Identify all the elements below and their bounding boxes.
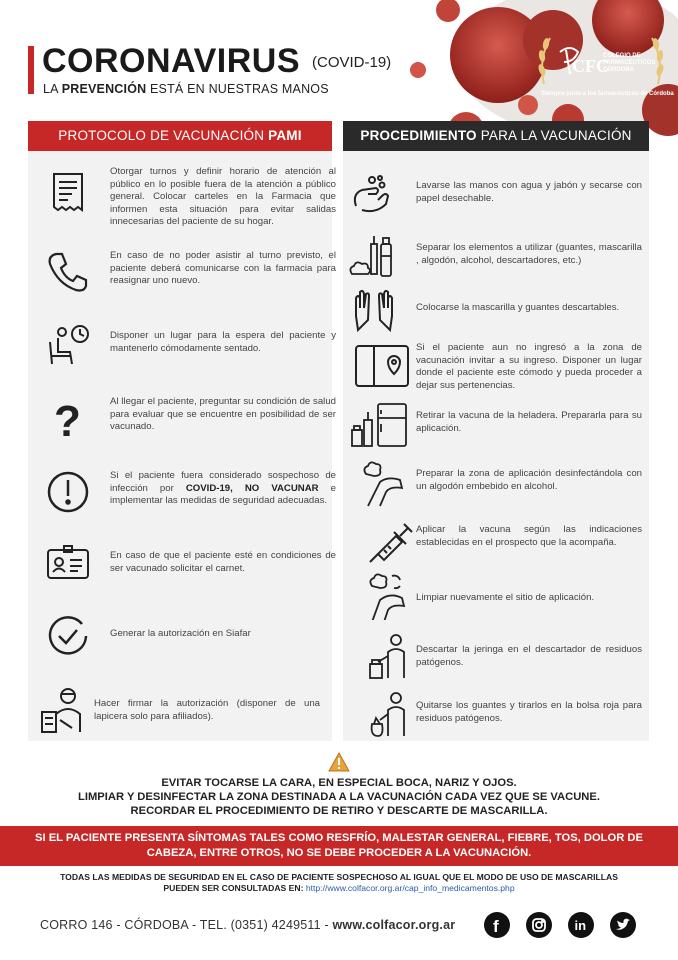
- phone-icon: [44, 248, 92, 296]
- title-accent-bar: [28, 46, 34, 94]
- footer-contact: CORRO 146 - CÓRDOBA - TEL. (0351) 4249511 - www.colfacor.org.ar: [40, 918, 456, 932]
- tagline: LA PREVENCIÓN ESTÁ EN NUESTRAS MANOS: [43, 82, 329, 96]
- supplies-icon: [346, 234, 394, 282]
- header: [0, 0, 678, 112]
- warning-text: [28, 776, 650, 818]
- check-circle-icon: [44, 612, 92, 660]
- right-item-2-text: Separar los elementos a utilizar (guantes, mascarilla , algodón, alcohol, descartadores, etc.): [416, 242, 642, 266]
- left-item-4-text: Al llegar el paciente, preguntar su condición de salud para evaluar que se encuentre en posibilidad de ser vacunado.: [110, 396, 336, 433]
- question-icon: [44, 394, 92, 442]
- arm-clean-icon: [364, 572, 412, 620]
- banner-line: SI EL PACIENTE PRESENTA SÍNTOMAS TALES COMO RESFRÍO, MALESTAR GENERAL, FIEBRE, TOS, DOLOR DE: [35, 832, 643, 844]
- left-item-7-text: Generar la autorización en Siafar: [110, 628, 251, 639]
- left-item-5-text: Si el paciente fuera considerado sospechoso de infección por COVID-19, NO VACUNAR e implementar las medidas de seguridad adecuadas.: [110, 470, 336, 507]
- instagram-icon[interactable]: [526, 912, 552, 938]
- banner-line: CABEZA, ENTRE OTROS, NO SE DEBE PROCEDER A LA VACUNACIÓN.: [146, 847, 532, 859]
- linkedin-icon[interactable]: [568, 912, 594, 938]
- right-item-10-text: Quitarse los guantes y tirarlos en la bolsa roja para residuos patógenos.: [416, 700, 642, 724]
- warning-line: RECORDAR EL PROCEDIMIENTO DE RETIRO Y DESCARTE DE MASCARILLA.: [130, 805, 548, 817]
- info-link[interactable]: http://www.colfacor.org.ar/cap_info_medicamentos.php: [305, 883, 515, 893]
- left-item-2-text: En caso de no poder asistir al turno previsto, el paciente deberá comunicarse con la farmacia para reasignar uno nuevo.: [110, 250, 336, 287]
- right-column-heading: PROCEDIMIENTO PARA LA VACUNACIÓN: [343, 121, 649, 151]
- svg-text:?: ?: [54, 397, 81, 442]
- gloves-icon: [350, 286, 398, 334]
- right-item-7-text: Aplicar la vacuna según las indicaciones establecidas en el prospecto que la acompaña.: [416, 524, 642, 548]
- waiting-chair-icon: [44, 322, 92, 370]
- right-item-6-text: Preparar la zona de aplicación desinfectándola con un algodón embebido en alcohol.: [416, 468, 642, 492]
- note-line: PUEDEN SER CONSULTADAS EN: http://www.colfacor.org.ar/cap_info_medicamentos.php: [163, 883, 515, 893]
- person-disposal-icon: [366, 632, 414, 680]
- warning-line: LIMPIAR Y DESINFECTAR LA ZONA DESTINADA A LA VACUNACIÓN CADA VEZ QUE SE VACUNE.: [78, 791, 600, 803]
- left-item-1-text: Otorgar turnos y definir horario de atención al público en lo posible fuera de la atención a público general. Colocar carteles en la Farmacia que informen esta situación para evitar salidas innecesarias del paciente de su hogar.: [110, 166, 336, 228]
- safety-note: [28, 872, 650, 894]
- receipt-icon: [44, 168, 92, 216]
- twitter-icon[interactable]: [610, 912, 636, 938]
- warning-icon: [328, 752, 350, 772]
- logo-slogan: Siempre junto a los farmacéuticos de Córdoba: [541, 91, 674, 97]
- left-item-3-text: Disponer un lugar para la espera del paciente y mantenerlo cómodamente sentado.: [110, 330, 336, 354]
- left-column-heading: PROTOCOLO DE VACUNACIÓN PAMI: [28, 121, 332, 151]
- right-item-1-text: Lavarse las manos con agua y jabón y secarse con papel desechable.: [416, 180, 642, 204]
- right-item-3-text: Colocarse la mascarilla y guantes descartables.: [416, 302, 620, 313]
- symptoms-banner: [0, 826, 678, 866]
- logo-text: CFC: [572, 56, 609, 76]
- website-link[interactable]: www.colfacor.org.ar: [332, 918, 456, 932]
- left-item-8-text: Hacer firmar la autorización (disponer de una lapicera solo para afiliados).: [94, 698, 320, 722]
- title-subtitle: (COVID-19): [312, 54, 392, 71]
- right-item-9-text: Descartar la jeringa en el descartador de residuos patógenos.: [416, 644, 642, 668]
- warning-line: EVITAR TOCARSE LA CARA, EN ESPECIAL BOCA, NARIZ Y OJOS.: [161, 777, 517, 789]
- facebook-icon[interactable]: [484, 912, 510, 938]
- id-card-icon: [44, 540, 92, 588]
- logo-organization-name: COLEGIO DE FARMACÉUTICOS CÓRDOBA: [603, 53, 656, 73]
- arm-cotton-icon: [360, 460, 408, 508]
- page-title: CORONAVIRUS: [42, 42, 300, 80]
- left-item-6-text: En caso de que el paciente esté en condiciones de ser vacunado solicitar el carnet.: [110, 550, 336, 574]
- right-item-4-text: Si el paciente aun no ingresó a la zona de vacunación invitar a su ingreso. Disponer un lugar donde el paciente este cómodo y pueda proceder a dejar sus pertenencias.: [416, 342, 642, 391]
- person-bag-icon: [366, 690, 414, 738]
- fridge-vaccine-icon: [350, 402, 408, 450]
- svg-text:in: in: [574, 918, 587, 933]
- person-signing-icon: [38, 684, 92, 738]
- hand-washing-icon: [346, 170, 394, 218]
- note-line: TODAS LAS MEDIDAS DE SEGURIDAD EN EL CASO DE PACIENTE SOSPECHOSO AL IGUAL QUE EL MODO DE USO DE MASCARILLAS: [60, 872, 618, 882]
- syringe-icon: [366, 518, 414, 566]
- alert-circle-icon: [44, 468, 92, 516]
- right-item-8-text: Limpiar nuevamente el sitio de aplicación.: [416, 592, 595, 603]
- room-location-icon: [354, 342, 410, 390]
- right-item-5-text: Retirar la vacuna de la heladera. Prepararla para su aplicación.: [416, 410, 642, 434]
- svg-text:f: f: [493, 917, 499, 936]
